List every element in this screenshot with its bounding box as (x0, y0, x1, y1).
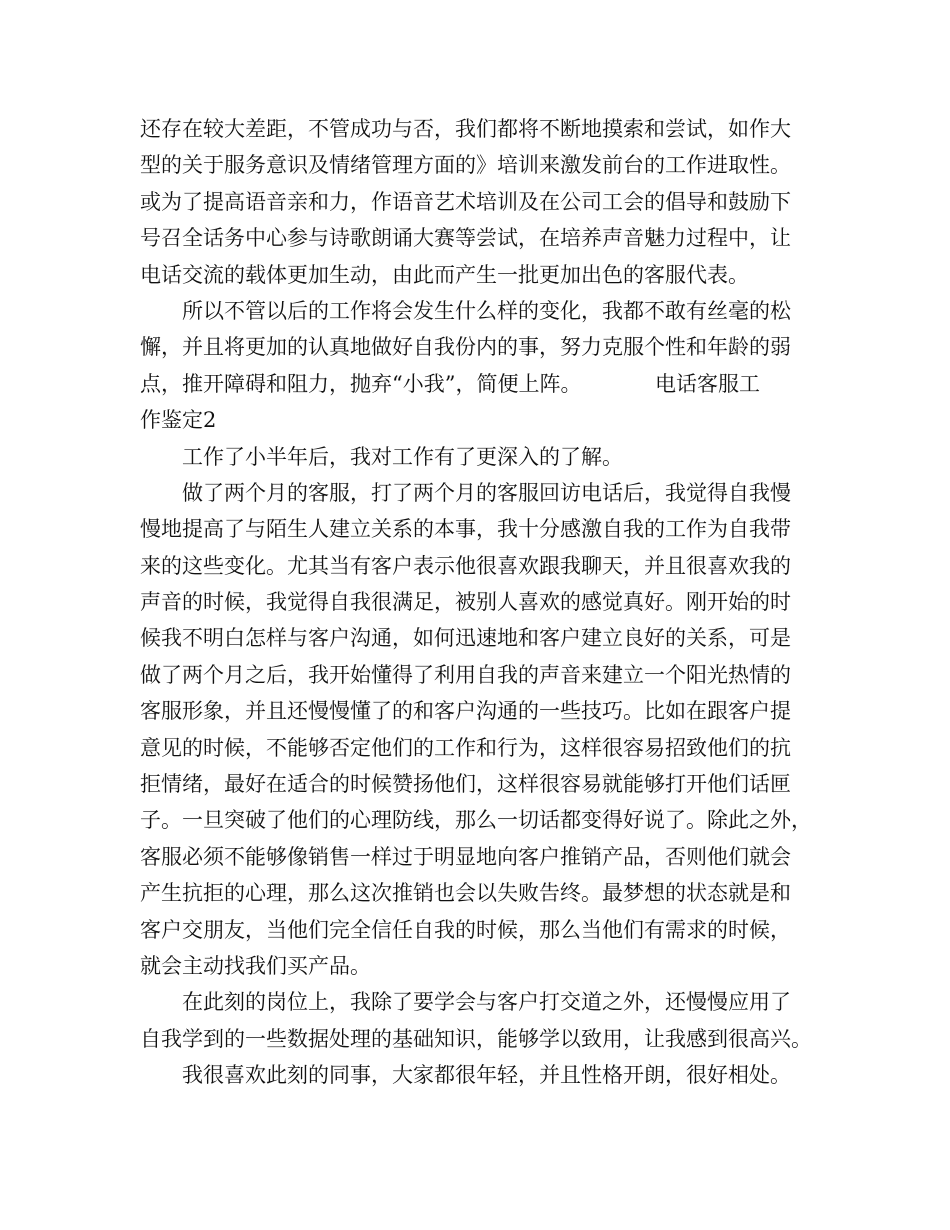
text-line: 意见的时候，不能够否定他们的工作和行为，这样很容易招致他们的抗 (140, 735, 791, 760)
text-line: 还存在较大差距，不管成功与否，我们都将不断地摸索和尝试，如作大 (140, 117, 791, 141)
text-line: 我很喜欢此刻的同事，大家都很年轻，并且性格开朗，很好相处。 (182, 1063, 791, 1088)
text-line: 所以不管以后的工作将会发生什么样的变化，我都不敢有丝毫的松 (182, 298, 791, 323)
text-line: 自我学到的一些数据处理的基础知识，能够学以致用，让我感到很高兴。 (140, 1026, 812, 1051)
text-line: 或为了提高语音亲和力，作语音艺术培训及在公司工会的倡导和鼓励下 (140, 189, 791, 214)
text-line: 做了两个月的客服，打了两个月的客服回访电话后，我觉得自我慢 (182, 480, 791, 505)
text-line: 来的这些变化。尤其当有客户表示他很喜欢跟我聊天，并且很喜欢我的 (140, 553, 791, 578)
text-line: 产生抗拒的心理，那么这次推销也会以失败告终。最梦想的状态就是和 (140, 881, 791, 906)
body-text (140, 111, 830, 1094)
text-line: 号召全话务中心参与诗歌朗诵大赛等尝试，在培养声音魅力过程中，让 (140, 226, 791, 251)
text-line: 懈，并且将更加的认真地做好自我份内的事，努力克服个性和年龄的弱 (140, 335, 791, 360)
text-line: 就会主动找我们买产品。 (140, 953, 371, 978)
text-line: 拒情绪，最好在适合的时候赞扬他们，这样很容易就能够打开他们话匣 (140, 772, 791, 797)
text-line: 在此刻的岗位上，我除了要学会与客户打交道之外，还慢慢应用了 (182, 990, 791, 1015)
text-line: 型的关于服务意识及情绪管理方面的》培训来激发前台的工作进取性。 (140, 153, 791, 178)
text-line: 慢地提高了与陌生人建立关系的本事，我十分感激自我的工作为自我带 (140, 517, 791, 542)
text-line: 工作了小半年后，我对工作有了更深入的了解。 (182, 444, 623, 469)
text-line: 客服形象，并且还慢慢懂了的和客户沟通的一些技巧。比如在跟客户提 (140, 699, 791, 724)
text-line: 点，推开障碍和阻力，抛弃“小我”，简便上阵。 电话客服工 (140, 371, 760, 396)
text-line: 客服必须不能够像销售一样过于明显地向客户推销产品，否则他们就会 (140, 844, 791, 869)
text-line: 做了两个月之后，我开始懂得了利用自我的声音来建立一个阳光热情的 (140, 662, 791, 687)
text-line: 候我不明白怎样与客户沟通，如何迅速地和客户建立良好的关系，可是 (140, 626, 791, 651)
text-line: 电话交流的载体更加生动，由此而产生一批更加出色的客服代表。 (140, 262, 749, 287)
text-line: 声音的时候，我觉得自我很满足，被别人喜欢的感觉真好。刚开始的时 (140, 590, 791, 615)
text-line: 客户交朋友，当他们完全信任自我的时候，那么当他们有需求的时候， (140, 917, 791, 942)
text-line: 子。一旦突破了他们的心理防线，那么一切话都变得好说了。除此之外， (140, 808, 812, 833)
section-heading: 作鉴定2 (140, 408, 217, 433)
